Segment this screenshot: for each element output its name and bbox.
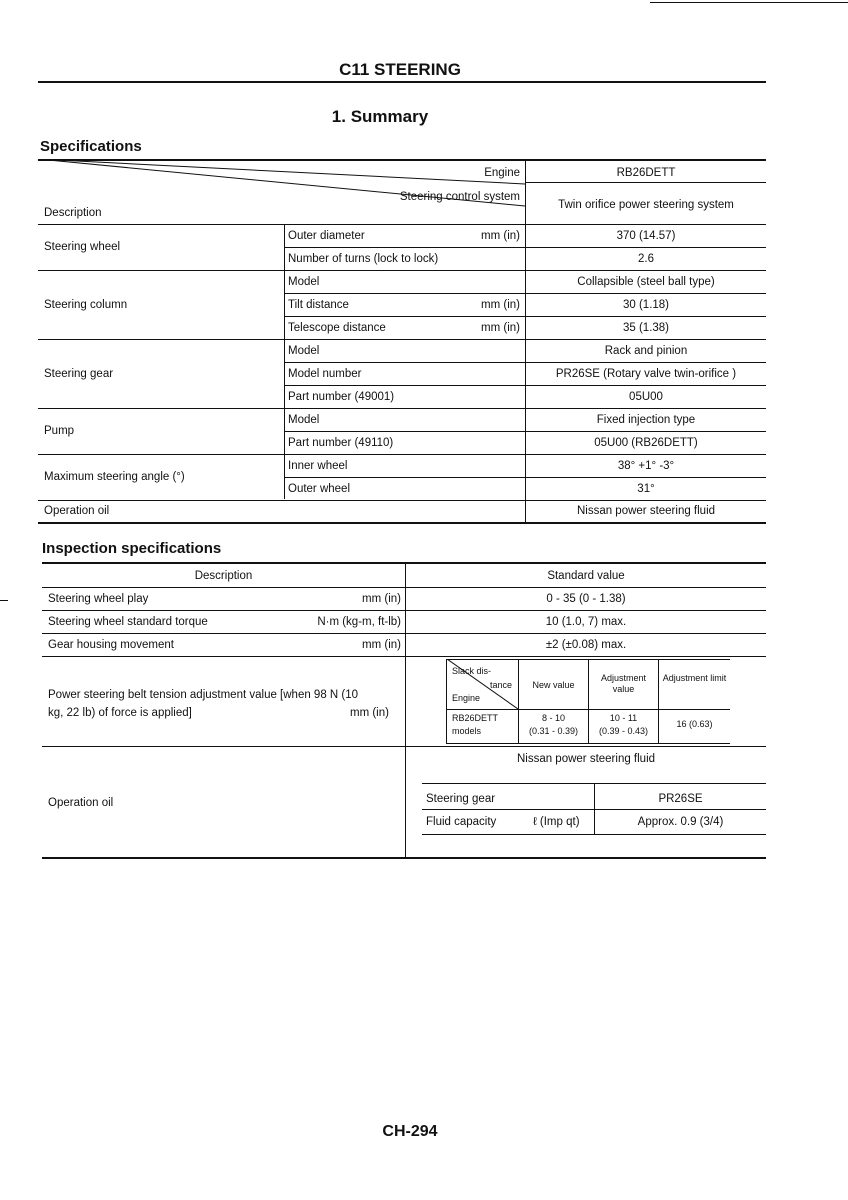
- belt-model-2: models: [452, 726, 482, 736]
- spec-item-label: Part number (49110): [288, 437, 394, 449]
- gear-value: PR26SE: [658, 793, 703, 805]
- spec-item-value: PR26SE (Rotary valve twin-orifice ): [555, 368, 737, 380]
- header-description: Description: [44, 207, 102, 219]
- belt-limit-value: 16 (0.63): [676, 719, 713, 729]
- fluid-unit: ℓ (Imp qt): [533, 816, 580, 828]
- insp-oil-value: Nissan power steering fluid: [516, 753, 656, 765]
- belt-new-mm: 8 - 10: [541, 713, 565, 723]
- spec-item-value: Rack and pinion: [604, 345, 688, 357]
- header-steering-system: Steering control system: [399, 191, 520, 203]
- spec-group-label: Maximum steering angle (°): [44, 471, 185, 483]
- insp-row-label: Steering wheel play: [48, 593, 149, 605]
- section-title: 1. Summary: [331, 107, 429, 126]
- group-line: [38, 339, 766, 340]
- spec-item-unit: mm (in): [481, 322, 520, 334]
- spec-item-value: 38° +1° -3°: [617, 460, 675, 472]
- belt-adj-mm: 10 - 11: [609, 713, 638, 723]
- system-value: Twin orifice power steering system: [558, 199, 734, 211]
- spec-item-label: Model: [288, 345, 320, 357]
- spec-item-label: Tilt distance: [288, 299, 349, 311]
- insp-row-label: Gear housing movement: [48, 639, 174, 651]
- belt-header-slack: Slack dis-: [452, 666, 492, 676]
- belt-new-in: (0.31 - 0.39): [528, 726, 579, 736]
- row-line: [284, 385, 766, 386]
- belt-header-tance: tance: [490, 680, 513, 690]
- group-line: [38, 454, 766, 455]
- group-line: [38, 270, 766, 271]
- belt-model-1: RB26DETT: [452, 713, 499, 723]
- spec-item-value: 370 (14.57): [616, 230, 676, 242]
- spec-group-label: Steering gear: [44, 367, 114, 380]
- engine-value: RB26DETT: [616, 167, 676, 179]
- insp-row-unit: N·m (kg-m, ft-lb): [317, 616, 401, 628]
- belt-header-engine: Engine: [452, 693, 481, 703]
- chapter-title: C11 STEERING: [339, 60, 461, 79]
- spec-group-label: Steering column: [44, 298, 128, 311]
- spec-item-label: Model: [288, 414, 320, 426]
- spec-item-label: Number of turns (lock to lock): [288, 253, 439, 265]
- belt-header-adjust: Adjustment value: [600, 673, 647, 694]
- spec-item-label: Outer wheel: [288, 483, 351, 495]
- insp-col-description: Description: [194, 570, 253, 582]
- group-line: [38, 408, 766, 409]
- spec-item-value: 2.6: [638, 253, 654, 265]
- header-engine: Engine: [484, 167, 520, 179]
- row-line: [42, 633, 766, 634]
- fluid-value: Approx. 0.9 (3/4): [637, 816, 724, 828]
- row-line: [284, 431, 766, 432]
- page-number: CH-294: [382, 1123, 438, 1140]
- spec-item-value: 05U00: [629, 391, 663, 403]
- spec-item-label: Model number: [288, 368, 362, 380]
- insp-oil-label: Operation oil: [48, 797, 114, 809]
- insp-row-unit: mm (in): [362, 639, 401, 651]
- spec-item-value: Fixed injection type: [596, 414, 696, 426]
- fluid-label: Fluid capacity: [426, 816, 497, 828]
- belt-label-2: kg, 22 lb) of force is applied]: [48, 707, 192, 719]
- row-line: [42, 610, 766, 611]
- belt-header-limit: Adjustment limit: [662, 673, 727, 683]
- belt-adj-in: (0.39 - 0.43): [598, 726, 649, 736]
- insp-row-label: Steering wheel standard torque: [48, 616, 208, 628]
- row-line: [284, 316, 766, 317]
- insp-col-standard: Standard value: [547, 570, 625, 582]
- spec-item-value: 31°: [637, 483, 655, 495]
- row-line: [284, 247, 766, 248]
- belt-label-1: Power steering belt tension adjustment value [when 98 N (10: [48, 689, 359, 701]
- spec-item-value: 30 (1.18): [622, 299, 670, 311]
- spec-item-value: Collapsible (steel ball type): [577, 276, 715, 288]
- spec-item-unit: mm (in): [481, 230, 520, 242]
- spec-group-label: Pump: [44, 425, 75, 437]
- gear-label: Steering gear: [426, 793, 496, 805]
- spec-oil-label: Operation oil: [44, 505, 110, 517]
- belt-header-new: New value: [532, 680, 575, 690]
- spec-item-label: Part number (49001): [288, 391, 395, 403]
- spec-oil-value: Nissan power steering fluid: [576, 505, 716, 517]
- row-line: [284, 362, 766, 363]
- spec-item-label: Outer diameter: [288, 230, 365, 242]
- spec-item-label: Model: [288, 276, 320, 288]
- spec-item-unit: mm (in): [481, 299, 520, 311]
- spec-group-label: Steering wheel: [44, 241, 121, 253]
- insp-heading: Inspection specifications: [42, 540, 222, 557]
- insp-row-value: 10 (1.0, 7) max.: [545, 616, 627, 628]
- insp-row-value: ±2 (±0.08) max.: [545, 639, 627, 651]
- spec-item-value: 05U00 (RB26DETT): [594, 437, 698, 449]
- belt-unit: mm (in): [350, 707, 389, 719]
- spec-item-label: Telescope distance: [288, 322, 386, 334]
- group-line: [38, 500, 766, 501]
- spec-item-value: 35 (1.38): [622, 322, 670, 334]
- row-line: [284, 477, 766, 478]
- spec-item-label: Inner wheel: [288, 460, 348, 472]
- row-line: [284, 293, 766, 294]
- insp-row-value: 0 - 35 (0 - 1.38): [546, 593, 626, 605]
- insp-row-unit: mm (in): [362, 593, 401, 605]
- spec-heading: Specifications: [40, 138, 142, 155]
